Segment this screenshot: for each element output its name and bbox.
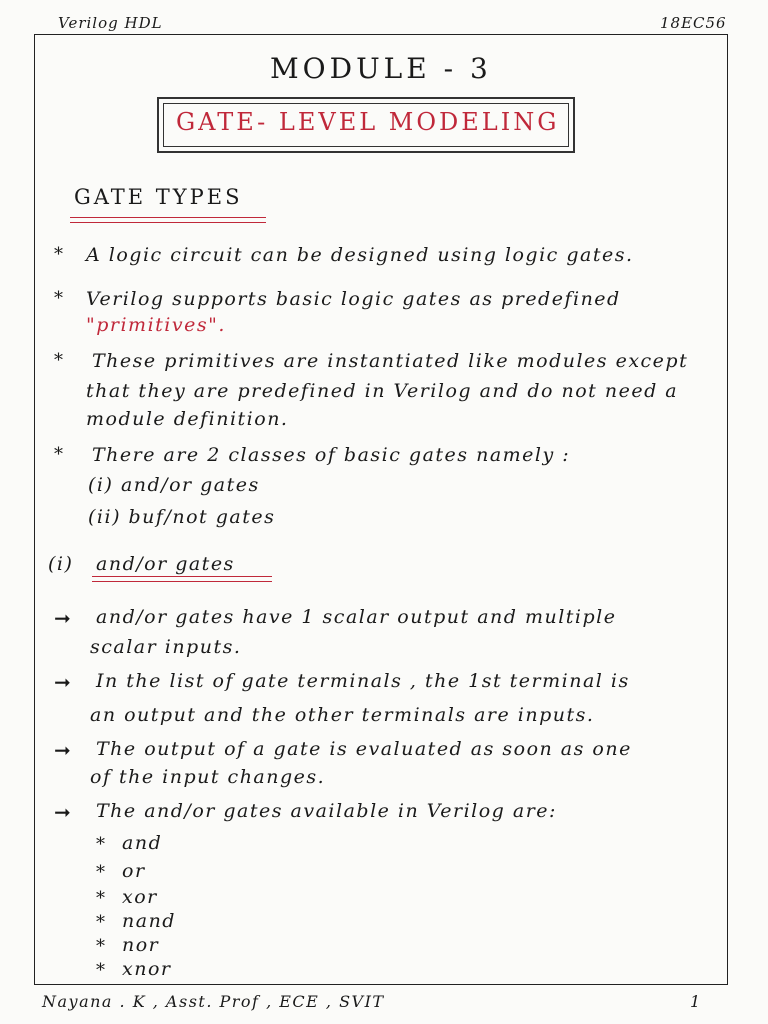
arrow-bullet: ➞ [54, 606, 71, 630]
bullet-star: * [54, 444, 63, 465]
bullet-text: There are 2 classes of basic gates namely : [92, 444, 571, 466]
gate-star: * [96, 936, 105, 957]
bullet-text: Verilog supports basic logic gates as predefined [86, 288, 621, 310]
underline [70, 222, 266, 223]
arrow-text-continuation: an output and the other terminals are inputs. [90, 704, 595, 726]
arrow-text: The and/or gates available in Verilog are: [96, 800, 557, 822]
gate-item: xor [122, 886, 158, 908]
gate-star: * [96, 834, 105, 855]
bullet-text-continuation: module definition. [86, 408, 289, 430]
bullet-text: A logic circuit can be designed using logic gates. [86, 244, 634, 266]
page-number: 1 [690, 992, 702, 1011]
bullet-text: These primitives are instantiated like modules except [92, 350, 689, 372]
section-heading-gate-types: GATE TYPES [74, 185, 243, 209]
gate-star: * [96, 960, 105, 981]
arrow-text: In the list of gate terminals , the 1st terminal is [96, 670, 630, 692]
arrow-bullet: ➞ [54, 800, 71, 824]
bullet-star: * [54, 244, 63, 265]
gate-item: nand [122, 910, 176, 932]
gate-item: or [122, 860, 146, 882]
arrow-text: The output of a gate is evaluated as soon as one [96, 738, 632, 760]
section-number: (i) [48, 553, 74, 575]
gate-item: nor [122, 934, 160, 956]
underline [70, 217, 266, 218]
arrow-bullet: ➞ [54, 738, 71, 762]
arrow-text-continuation: scalar inputs. [90, 636, 242, 658]
header-course: Verilog HDL [58, 14, 163, 32]
arrow-text: and/or gates have 1 scalar output and multiple [96, 606, 617, 628]
bullet-star: * [54, 350, 63, 371]
class-item: (i) and/or gates [88, 474, 260, 496]
footer-author: Nayana . K , Asst. Prof , ECE , SVIT [42, 992, 385, 1011]
gate-star: * [96, 912, 105, 933]
arrow-bullet: ➞ [54, 670, 71, 694]
footer-rule [34, 984, 728, 985]
page-title: MODULE - 3 [270, 52, 492, 85]
gate-star: * [96, 888, 105, 909]
gate-item: and [122, 832, 163, 854]
bullet-text-continuation: "primitives". [86, 314, 226, 336]
class-item: (ii) buf/not gates [88, 506, 276, 528]
page-subtitle: GATE- LEVEL MODELING [176, 108, 560, 136]
gate-star: * [96, 862, 105, 883]
header-code: 18EC56 [660, 14, 727, 32]
bullet-star: * [54, 288, 63, 309]
gate-item: xnor [122, 958, 172, 980]
section-heading-and-or: and/or gates [96, 553, 235, 575]
underline [92, 576, 272, 577]
arrow-text-continuation: of the input changes. [90, 766, 326, 788]
underline [92, 581, 272, 582]
bullet-text-continuation: that they are predefined in Verilog and do not need a [86, 380, 679, 402]
